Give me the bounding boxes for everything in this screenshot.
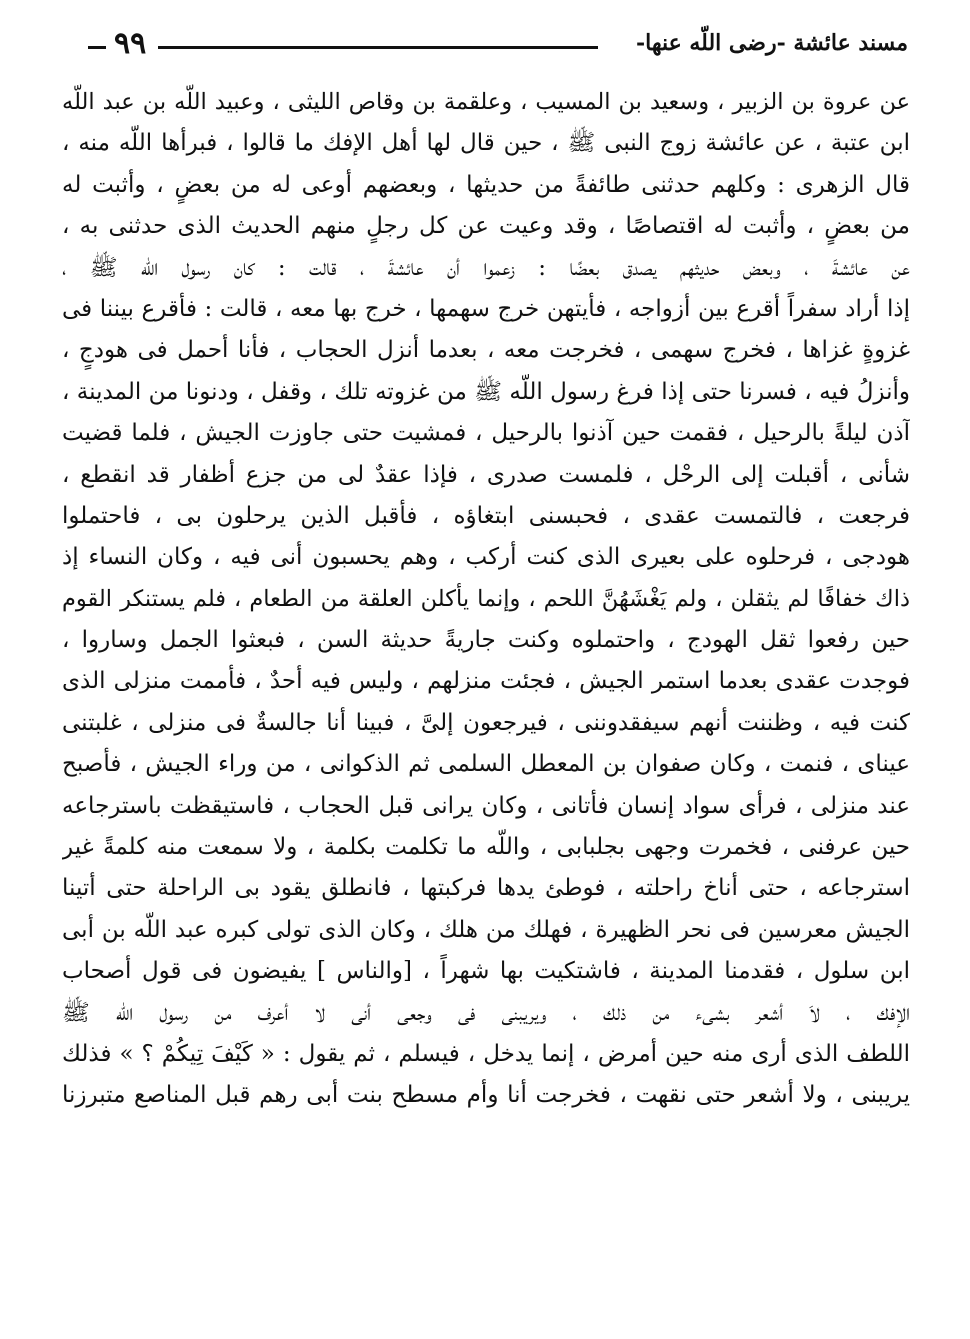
text-line: من بعضٍ ، وأثبت له اقتصاصًا ، وقد وعيت عن كل رجلٍ منهم الحديث الذى حدثنى به ، <box>62 213 910 240</box>
text-line: عن عائشةَ ، وبعض حديثهم يصدق بعضًا : زعموا أن عائشةَ ، قالت : كان رسول اللّه ﷺ ، <box>62 254 910 281</box>
text-line: فوجدت عقدى بعدما استمر الجيش ، فجئت منزلهم ، وليس فيه أحدٌ ، فأممت منزلى الذى <box>62 668 910 695</box>
text-line: غزوةٍ غزاها ، فخرج سهمى ، فخرجت معه ، بعدما أنزل الحجاب ، فأنا أحمل فى هودجٍ ، <box>62 337 910 364</box>
page-header <box>88 24 908 64</box>
text-line: كنت فيه ، وظننت أنهم سيفقدوننى ، فيرجعون إلىَّ ، فبينا أنا جالسةٌ فى منزلى ، غلبتنى <box>62 709 910 736</box>
text-line: الإفك ، لاَ أشعر بشىء من ذلك ، ويريبنى فى وجعى أنى لا أعرف من رسول اللّه ﷺ <box>62 999 910 1026</box>
text-body <box>62 82 910 1117</box>
header-rule <box>158 46 598 49</box>
text-line: حين عرفنى ، فخمرت وجهى بجلبابى ، واللّه ما تكلمت بكلمة ، ولا سمعت منه كلمةً غير <box>62 834 910 861</box>
text-line: الجيش معرسين فى نحر الظهيرة ، فهلك من هلك ، وكان الذى تولى كبره عبد اللّه بن أبى <box>62 916 910 943</box>
text-line: إذا أراد سفراً أقرع بين أزواجه ، فأيتهن خرج سهمها ، خرج بها معه ، قالت : فأقرع بيننا فى <box>62 295 910 322</box>
text-line: فرجعت ، فالتمست عقدى ، فحبسنى ابتغاؤه ، فأقبل الذين يرحلون بى ، فاحتملوا <box>62 502 910 529</box>
text-line: ابن عتبة ، عن عائشة زوج النبى ﷺ ، حين قال لها أهل الإفك ما قالوا ، فبرأها اللّه منه ، <box>62 130 910 157</box>
text-line: هودجى ، فرحلوه على بعيرى الذى كنت أركب ، وهم يحسبون أنى فيه ، وكان النساء إذ <box>62 544 910 571</box>
text-line: شأنى ، أقبلت إلى الرحْل ، فلمست صدرى ، فإذا عقدٌ لى من جزع أظفار قد انقطع ، <box>62 461 910 488</box>
text-line: اللطف الذى أرى منه حين أمرض ، إنما يدخل ، فيسلم ، ثم يقول : « كَيْفَ تِيكُمْ ؟ » فذلك <box>62 1040 910 1067</box>
text-line: ذاك خفافًا لم يثقلن ، ولم يَغْشَهُنَّ اللحم ، وإنما يأكلن العلقة من الطعام ، فلم يستنكر القوم <box>62 585 910 612</box>
text-line: ابن سلول ، فقدمنا المدينة ، فاشتكيت بها شهراً ، [والناس ] يفيضون فى قول أصحاب <box>62 958 910 985</box>
text-line: عن عروة بن الزبير ، وسعيد بن المسيب ، وعلقمة بن وقاص الليثى ، وعبيد اللّه بن عبد اللّه <box>62 89 910 115</box>
text-line: آذن ليلةً بالرحيل ، فقمت حين آذنوا بالرحيل ، فمشيت حتى جاوزت الجيش ، فلما قضيت <box>62 420 910 447</box>
text-line: عند منزلى ، فرأى سواد إنسان فأتانى ، وكان يرانى قبل الحجاب ، فاستيقظت باسترجاعه <box>62 792 910 819</box>
text-line: وأنزلُ فيه ، فسرنا حتى إذا فرغ رسول اللّه ﷺ من غزوته تلك ، وقفل ، ودنونا من المدينة ، <box>62 378 910 405</box>
text-line: يريبنى ، ولا أشعر حتى نقهت ، فخرجت أنا وأم مسطح بنت أبى رهم قبل المناصع متبرزنا <box>62 1082 910 1109</box>
text-line: حين رفعوا ثقل الهودج ، واحتملوه وكنت جاريةً حديثة السن ، فبعثوا الجمل وساروا ، <box>62 627 910 654</box>
header-dash <box>88 46 106 49</box>
text-line: عيناى ، فنمت ، وكان صفوان بن المعطل السلمى ثم الذكوانى ، من وراء الجيش ، فأصبح <box>62 751 910 778</box>
running-title: مسند عائشة -رضى اللّه عنها- <box>635 30 908 56</box>
text-line: قال الزهرى : وكلهم حدثنى طائفةً من حديثها ، وبعضهم أوعى له من بعضٍ ، وأثبت له <box>62 171 910 198</box>
text-line: استرجاعه ، حتى أناخ راحلته ، فوطئ يدها فركبتها ، فانطلق يقود بى الراحلة حتى أتينا <box>62 875 910 902</box>
page-number: ٩٩ <box>114 26 147 61</box>
